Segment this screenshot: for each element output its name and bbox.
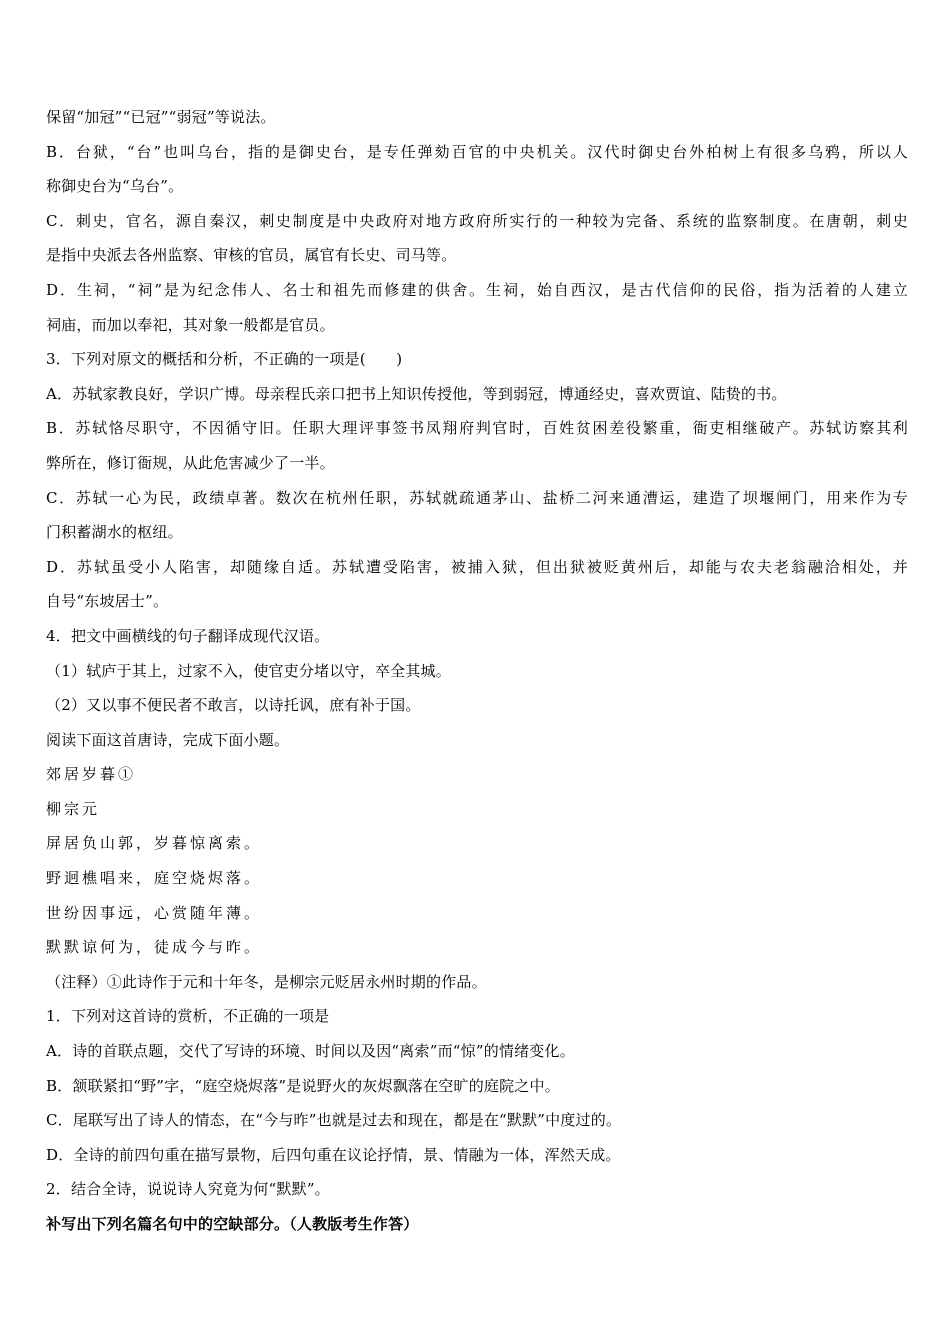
text-line: 保留“加冠”“已冠”“弱冠”等说法。 <box>46 108 276 126</box>
section-heading: 补写出下列名篇名句中的空缺部分。（人教版考生作答） <box>46 1215 419 1233</box>
question-1: 1．下列对这首诗的赏析，不正确的一项是 <box>46 1007 330 1026</box>
option-line: C．尾联写出了诗人的情态，在“今与昨”也就是过去和现在，都是在“默默”中度过的。 <box>46 1111 622 1130</box>
translation-item: （2）又以事不便民者不敢言，以诗托讽，庶有补于国。 <box>46 696 421 715</box>
text-line: 自号“东坡居士”。 <box>46 592 169 611</box>
option-line: B．苏轼恪尽职守，不因循守旧。任职大理评事签书凤翔府判官时，百姓贫困差役繁重，衙吏相继破产。苏轼访察其利 <box>46 419 908 438</box>
translation-item: （1）轼庐于其上，过家不入，使官吏分堵以守，卒全其城。 <box>46 661 451 680</box>
option-line: D．苏轼虽受小人陷害，却随缘自适。苏轼遭受陷害，被捕入狱，但出狱被贬黄州后，却能与农夫老翁融洽相处，并 <box>46 557 908 576</box>
option-line: A．苏轼家教良好，学识广博。母亲程氏亲口把书上知识传授他，等到弱冠，博通经史，喜欢贾谊、陆贽的书。 <box>46 384 787 403</box>
reading-instruction: 阅读下面这首唐诗，完成下面小题。 <box>46 730 290 749</box>
option-line: C．苏轼一心为民，政绩卓著。数次在杭州任职，苏轼就疏通茅山、盐桥二河来通漕运，建造了坝堰闸门，用来作为专 <box>46 488 908 507</box>
text-line: 是指中央派去各州监察、审核的官员，属官有长史、司马等。 <box>46 246 457 265</box>
question-4: 4．把文中画横线的句子翻译成现代汉语。 <box>46 626 330 645</box>
document-page <box>46 100 908 1242</box>
text-line: 祠庙，而加以奉祀，其对象一般都是官员。 <box>46 315 335 334</box>
option-line: C．刺史，官名，源自秦汉，刺史制度是中央政府对地方政府所实行的一种较为完备、系统的监察制度。在唐朝，刺史 <box>46 211 908 230</box>
poem-line: 野迥樵唱来，庭空烧烬落。 <box>46 869 263 888</box>
poem-author: 柳宗元 <box>46 799 101 818</box>
poem-line: 世纷因事远，心赏随年薄。 <box>46 903 263 922</box>
poem-title: 郊居岁暮① <box>46 765 137 784</box>
poem-annotation: （注释）①此诗作于元和十年冬，是柳宗元贬居永州时期的作品。 <box>46 972 487 991</box>
poem-line: 屏居负山郭，岁暮惊离索。 <box>46 834 263 853</box>
option-line: B．颔联紧扣“野”字，“庭空烧烬落”是说野火的灰烬飘落在空旷的庭院之中。 <box>46 1076 560 1095</box>
text-line: 弊所在，修订衙规，从此危害减少了一半。 <box>46 453 335 472</box>
question-3: 3．下列对原文的概括和分析，不正确的一项是( ) <box>46 350 403 369</box>
option-line: A．诗的首联点题，交代了写诗的环境、时间以及因“离索”而“惊”的情绪变化。 <box>46 1042 575 1061</box>
text-line: 称御史台为“乌台”。 <box>46 177 184 196</box>
option-line: D．全诗的前四句重在描写景物，后四句重在议论抒情，景、情融为一体，浑然天成。 <box>46 1145 621 1164</box>
option-line: D．生祠，“祠”是为纪念伟人、名士和祖先而修建的供舍。生祠，始自西汉，是古代信仰的民俗，指为活着的人建立 <box>46 280 908 299</box>
question-2: 2．结合全诗，说说诗人究竟为何“默默”。 <box>46 1180 330 1199</box>
text-line: 门积蓄湖水的枢纽。 <box>46 523 183 542</box>
option-line: B．台狱，“台”也叫乌台，指的是御史台，是专任弹劾百官的中央机关。汉代时御史台外柏树上有很多乌鸦，所以人 <box>46 142 908 161</box>
poem-line: 默默谅何为，徒成今与昨。 <box>46 938 263 957</box>
